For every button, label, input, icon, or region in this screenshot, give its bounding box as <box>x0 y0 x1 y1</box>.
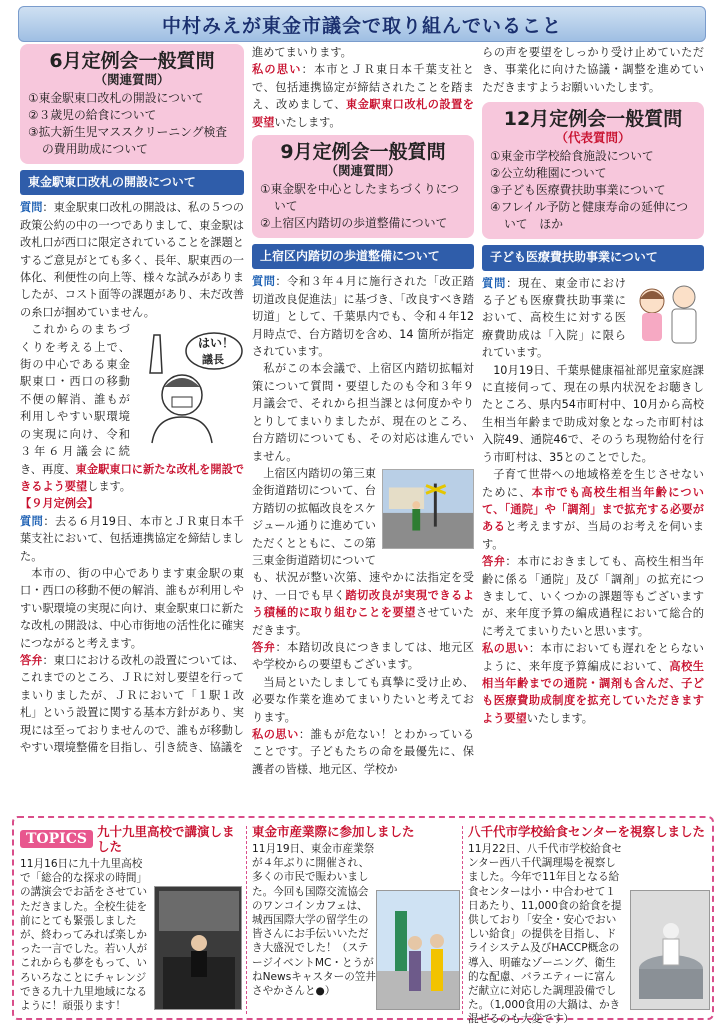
paragraph: ：本踏切改良につきましては、地元区や学校からの要望もございます。 <box>252 640 474 672</box>
paragraph-end: いたします。 <box>526 711 593 725</box>
paragraph: ：東口における改札の設置については、これまでのところ、ＪＲに対し要望を行ってまいりましたが、ＪＲにおいて「１駅１改札」という設置に関する基本方針があり、実現には至っておりませんので、誰もが移動しやすい環境整備を目指し、引き続き、協議を <box>20 653 244 754</box>
question-label: 質問 <box>482 276 507 290</box>
bubble-text-1: はい！ <box>198 336 235 351</box>
box-item: ②公立幼稚園について <box>490 166 607 181</box>
box-heading: 12月定例会一般質問 <box>503 108 683 131</box>
box-subheading: （関連質問） <box>94 72 170 87</box>
column-1 <box>20 44 244 756</box>
paragraph-end: します。 <box>87 479 131 493</box>
raised-hand-icon <box>136 325 244 445</box>
box-item: ①東金駅を中心としたまちづくりについて <box>260 182 459 214</box>
paragraph: ：東金駅東口改札の開設は、私の５つの政策公約の中の一つでありまして、東金駅は改札口が西口に限定されていることを課題とするご意見がとても多く、長年、駅東西の一体化、利便性の向上等、様々な試みがありましたが、コスト面等の課題があり、未だ改善の糸口が掴めていません。 <box>20 201 244 319</box>
answer-label: 答弁 <box>252 640 276 654</box>
paragraph: ：現在、東金市における子ども医療費扶助事業において、高校生に対する医療費助成は「入院」に限られています。 <box>482 276 626 360</box>
request-highlight: 踏切改良が実現できるよう積極的に取り組むことを要望 <box>252 588 474 620</box>
paragraph: 子育て世帯への地域格差を生じさせないために、 <box>482 468 704 499</box>
page-banner <box>18 6 706 42</box>
topic-divider <box>246 826 247 1014</box>
answer-label: 答弁 <box>482 555 506 569</box>
question-label: 質問 <box>20 514 44 528</box>
column-3 <box>482 44 704 727</box>
bubble-text-2: 議長 <box>202 353 224 367</box>
request-highlight: 本市でも高校生相当年齢について、「通院」や「調剤」まで拡充する必要がある <box>482 485 704 534</box>
lecture-photo <box>154 886 242 1010</box>
topic-title: 八千代市学校給食センターを視察しました <box>468 824 706 839</box>
paragraph-end: いたします。 <box>274 115 341 129</box>
september-session-box <box>252 135 474 238</box>
paragraph: ：去る６月19日、本市とＪＲ東日本千葉支社において、包括連携協定を締結しました。 <box>20 514 244 563</box>
topics-badge: TOPICS <box>20 830 93 848</box>
topic-2 <box>252 824 460 1016</box>
festival-photo <box>376 890 460 1010</box>
omoi-label: 私の思い <box>252 728 299 741</box>
omoi-label: 私の思い <box>252 63 302 77</box>
topic-text: 11月16日に九十九里高校で「総合的な探求の時間」の講演会でお話をさせていただきました。全校生徒を前にとても緊張しましたが、終わってみれば楽しかった一言でした。若い人がこれからも夢をもって、いろいろなことにチャレンジできる九十九里地域になるように！頑張ります！ <box>20 858 148 1013</box>
paragraph: ：本市においても遅れをとらないように、来年度予算編成において、 <box>482 642 704 673</box>
section-bar: 東金駅東口改札の開設について <box>20 170 244 195</box>
column-2 <box>252 44 474 778</box>
answer-label: 答弁 <box>20 653 43 667</box>
topic-3 <box>468 824 710 1024</box>
december-session-box <box>482 102 704 239</box>
kitchen-photo-icon <box>631 891 710 1010</box>
omoi-label: 私の思い <box>482 642 529 656</box>
lecture-photo-icon <box>155 887 242 1010</box>
request-highlight: 東金駅東口に新たな改札を開設できるよう要望 <box>20 462 244 493</box>
request-highlight: 東金駅東口改札の設置を要望 <box>252 98 474 129</box>
doctor-child-illustration <box>632 279 704 347</box>
section-bar: 子ども医療費扶助事業について <box>482 245 704 270</box>
paragraph: 本市の、街の中心であります東金駅の東口・西口の移動不便の解消、誰もが利用しやすい駅環境の実現に向け、東金駅東口に新たな改札の開設は、中心市街地の活性化に確実につながると考えます。 <box>20 566 244 650</box>
topic-divider <box>462 826 463 1014</box>
box-item: ③拡大新生児マススクリーニング検査の費用助成について <box>28 125 228 156</box>
kitchen-photo <box>630 890 710 1010</box>
box-subheading: （代表質問） <box>555 130 631 146</box>
topic-text: 11月22日、八千代市学校給食センター西八千代調理場を視察しました。今年で11年目となる給食センターは小・中合わせて１日あたり、11,000食の給食を提供しており「安全・安心でおいしい給食」の提供を目指し、ドライシステム及びHACCP概念の導入、明確なゾーニング、衛生的な配慮、バラエティーに富んだ献立に対応した調理設備でした。（1,000食用の大鍋は、かき混ぜるのも大変です） <box>468 843 623 1024</box>
speaker-illustration <box>136 325 244 445</box>
festival-photo-icon <box>377 891 460 1010</box>
topic-title: 東金市産業際に参加しました <box>252 824 415 839</box>
question-label: 質問 <box>20 201 43 215</box>
paragraph: ：誰もが危ない！とわかっていることです。子どもたちの命を最優先に、保護者の皆様、地元区、学校か <box>252 728 474 776</box>
box-heading: 9月定例会一般質問 <box>280 141 446 164</box>
crossing-photo-icon <box>383 469 473 549</box>
box-item: ①東金市学校給食施設について <box>490 149 654 164</box>
box-subheading: （関連質問） <box>325 163 401 179</box>
paragraph-end: と考えますが、当局のお考えを伺います。 <box>482 520 704 551</box>
paragraph: 進めてまいります。 <box>252 46 352 59</box>
paragraph: 上宿区内踏切の第三東金街道踏切について、台方踏切の拡幅改良をスケジュール通りに進めていただくとともに、この第三東金街道踏切についても、状況が整い次第、速やかに法指定を受け、一日でも早く <box>252 466 474 602</box>
paragraph: これからのまちづくりを考える上で、街の中心である東金駅東口・西口の移動不便の解消、誰もが利用しやすい駅環境の実現に向け、令和３年６月議会に続き、再度、 <box>20 323 130 476</box>
topics-section <box>12 816 714 1024</box>
paragraph: らの声を要望をしっかり受け止めていただき、事業化に向けた協議・調整を進めていただきますようお願いいたします。 <box>482 46 704 94</box>
doctor-icon <box>632 279 704 347</box>
box-item: ③子ども医療費扶助事業について <box>490 183 666 198</box>
banner-title: 中村みえが東金市議会で取り組んでいること <box>161 14 562 37</box>
september-label: 【９月定例会】 <box>20 497 99 511</box>
request-highlight: 高校生相当年齢までの通院・調剤も含んだ、子ども医療費助成制度を拡充していただきますよう要望 <box>482 659 704 725</box>
topic-title: 九十九里高校で講演しました <box>96 824 235 854</box>
paragraph: 私がこの本会議で、上宿区内踏切拡幅対策について質問・要望したのも令和３年９月議会で、それから担当課とは何度かやりとりしてまいりましたが、現在のところ、台方踏切についても、その対応は進んでいません。 <box>252 362 474 463</box>
box-item: ①東金駅東口改札の開設について <box>28 91 204 105</box>
box-item: ②上宿区内踏切の歩道整備について <box>260 216 448 231</box>
paragraph-end: させていただきます。 <box>252 606 474 637</box>
topic-1 <box>20 824 244 1016</box>
question-label: 質問 <box>252 275 276 289</box>
box-item: ④フレイル予防と健康寿命の延伸について ほか <box>490 200 689 232</box>
topic-text: 11月19日、東金市産業祭が４年ぶりに開催され、多くの市民で賑わいました。今回も国際交流協会のワンコインカフェは、城西国際大学の留学生の皆さんにお手伝いいただき大盛況でした！（ステージイベントMC・とうがねNewsキャスターの笠井さやかさんと●） <box>252 843 376 998</box>
railroad-crossing-photo <box>382 469 474 549</box>
box-heading: 6月定例会一般質問 <box>49 50 215 72</box>
paragraph: ：本市におきましても、高校生相当年齢に係る「通院」及び「調剤」の拡充につきまして、いくつかの課題等もございますが、来年度予算の編成過程において総合的に考えてまいりたいと思います。 <box>482 555 704 638</box>
paragraph: 当局といたしましても真摯に受け止め、必要な作業を進めてまいりたいと考えております。 <box>252 675 474 724</box>
paragraph: ：令和３年４月に施行された「改正踏切道改良促進法」に基づき、「改良すべき踏切道」として、千葉県内でも、令和４年12月時点で、台方踏切を含め、14 箇所が指定されています。 <box>252 275 474 359</box>
box-item: ②３歳児の給食について <box>28 108 157 122</box>
paragraph: ：本市とＪＲ東日本千葉支社とで、包括連携協定が締結されたことを踏まえ、改めまして、 <box>252 63 474 112</box>
paragraph: 10月19日、千葉県健康福祉部児童家庭課に直接伺って、現在の県内状況をお聴きしたところ、県内54市町村中、10月から高校生相当年齢まで助成対象となった市町村は入院49、通院46で、そのうち現物給付を行う市町村は、35とのことでした。 <box>482 363 704 464</box>
section-bar: 上宿区内踏切の歩道整備について <box>252 244 474 269</box>
june-session-box <box>20 44 244 164</box>
